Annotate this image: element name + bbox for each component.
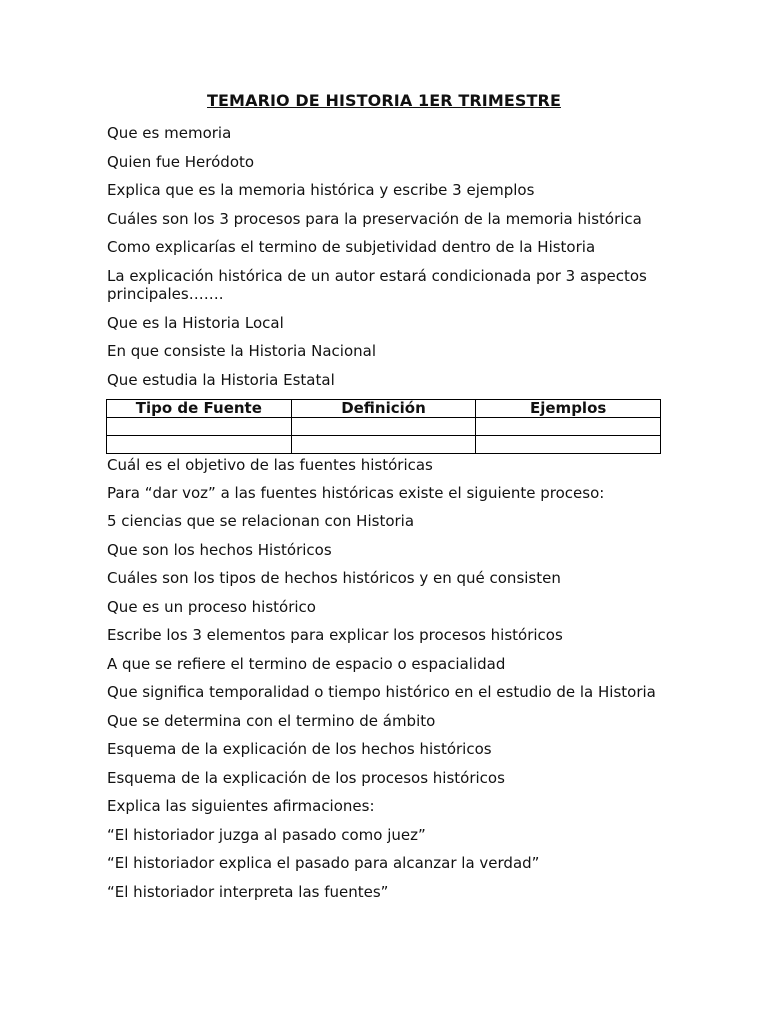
- question-subjetividad: Como explicarías el termino de subjetividad dentro de la Historia: [107, 238, 596, 256]
- question-temporalidad: Que significa temporalidad o tiempo histórico en el estudio de la Historia: [107, 683, 656, 701]
- table-header-definicion: Definición: [291, 400, 476, 418]
- question-hechos-historicos: Que son los hechos Históricos: [107, 541, 332, 559]
- quote-explica-pasado: “El historiador explica el pasado para alcanzar la verdad”: [107, 854, 540, 872]
- question-ciencias-relacionadas: 5 ciencias que se relacionan con Historia: [107, 512, 415, 530]
- question-objetivo-fuentes: Cuál es el objetivo de las fuentes históricas: [107, 456, 433, 474]
- quote-juzga-pasado: “El historiador juzga al pasado como juez”: [107, 826, 426, 844]
- question-explicacion-historica: La explicación histórica de un autor estará condicionada por 3 aspectos principales…….: [107, 267, 647, 303]
- question-tipos-hechos: Cuáles son los tipos de hechos históricos y en qué consisten: [107, 569, 561, 587]
- question-proceso-historico: Que es un proceso histórico: [107, 598, 316, 616]
- question-memoria: Que es memoria: [107, 124, 232, 142]
- table-cell: [291, 418, 476, 436]
- question-historia-estatal: Que estudia la Historia Estatal: [107, 371, 335, 389]
- question-esquema-procesos: Esquema de la explicación de los procesos históricos: [107, 769, 505, 787]
- question-dar-voz-fuentes: Para “dar voz” a las fuentes históricas existe el siguiente proceso:: [107, 484, 605, 502]
- table-cell: [291, 436, 476, 454]
- question-esquema-hechos: Esquema de la explicación de los hechos históricos: [107, 740, 492, 758]
- question-afirmaciones: Explica las siguientes afirmaciones:: [107, 797, 375, 815]
- question-historia-nacional: En que consiste la Historia Nacional: [107, 342, 376, 360]
- table-cell: [476, 418, 661, 436]
- table-header-ejemplos: Ejemplos: [476, 400, 661, 418]
- question-memoria-historica: Explica que es la memoria histórica y escribe 3 ejemplos: [107, 181, 535, 199]
- table-cell: [107, 436, 292, 454]
- question-elementos-procesos: Escribe los 3 elementos para explicar los procesos históricos: [107, 626, 563, 644]
- question-procesos-preservacion: Cuáles son los 3 procesos para la preservación de la memoria histórica: [107, 210, 642, 228]
- table-row: [107, 436, 661, 454]
- table-row: [107, 418, 661, 436]
- question-espacialidad: A que se refiere el termino de espacio o espacialidad: [107, 655, 506, 673]
- sources-table: [106, 399, 661, 454]
- question-herodoto: Quien fue Heródoto: [107, 153, 255, 171]
- question-historia-local: Que es la Historia Local: [107, 314, 284, 332]
- quote-interpreta-fuentes: “El historiador interpreta las fuentes”: [107, 883, 389, 901]
- table-cell: [107, 418, 292, 436]
- table-cell: [476, 436, 661, 454]
- document-title: TEMARIO DE HISTORIA 1ER TRIMESTRE: [207, 91, 561, 110]
- table-header-tipo-de-fuente: Tipo de Fuente: [107, 400, 292, 418]
- question-ambito: Que se determina con el termino de ámbito: [107, 712, 436, 730]
- table-header-row: [107, 400, 661, 418]
